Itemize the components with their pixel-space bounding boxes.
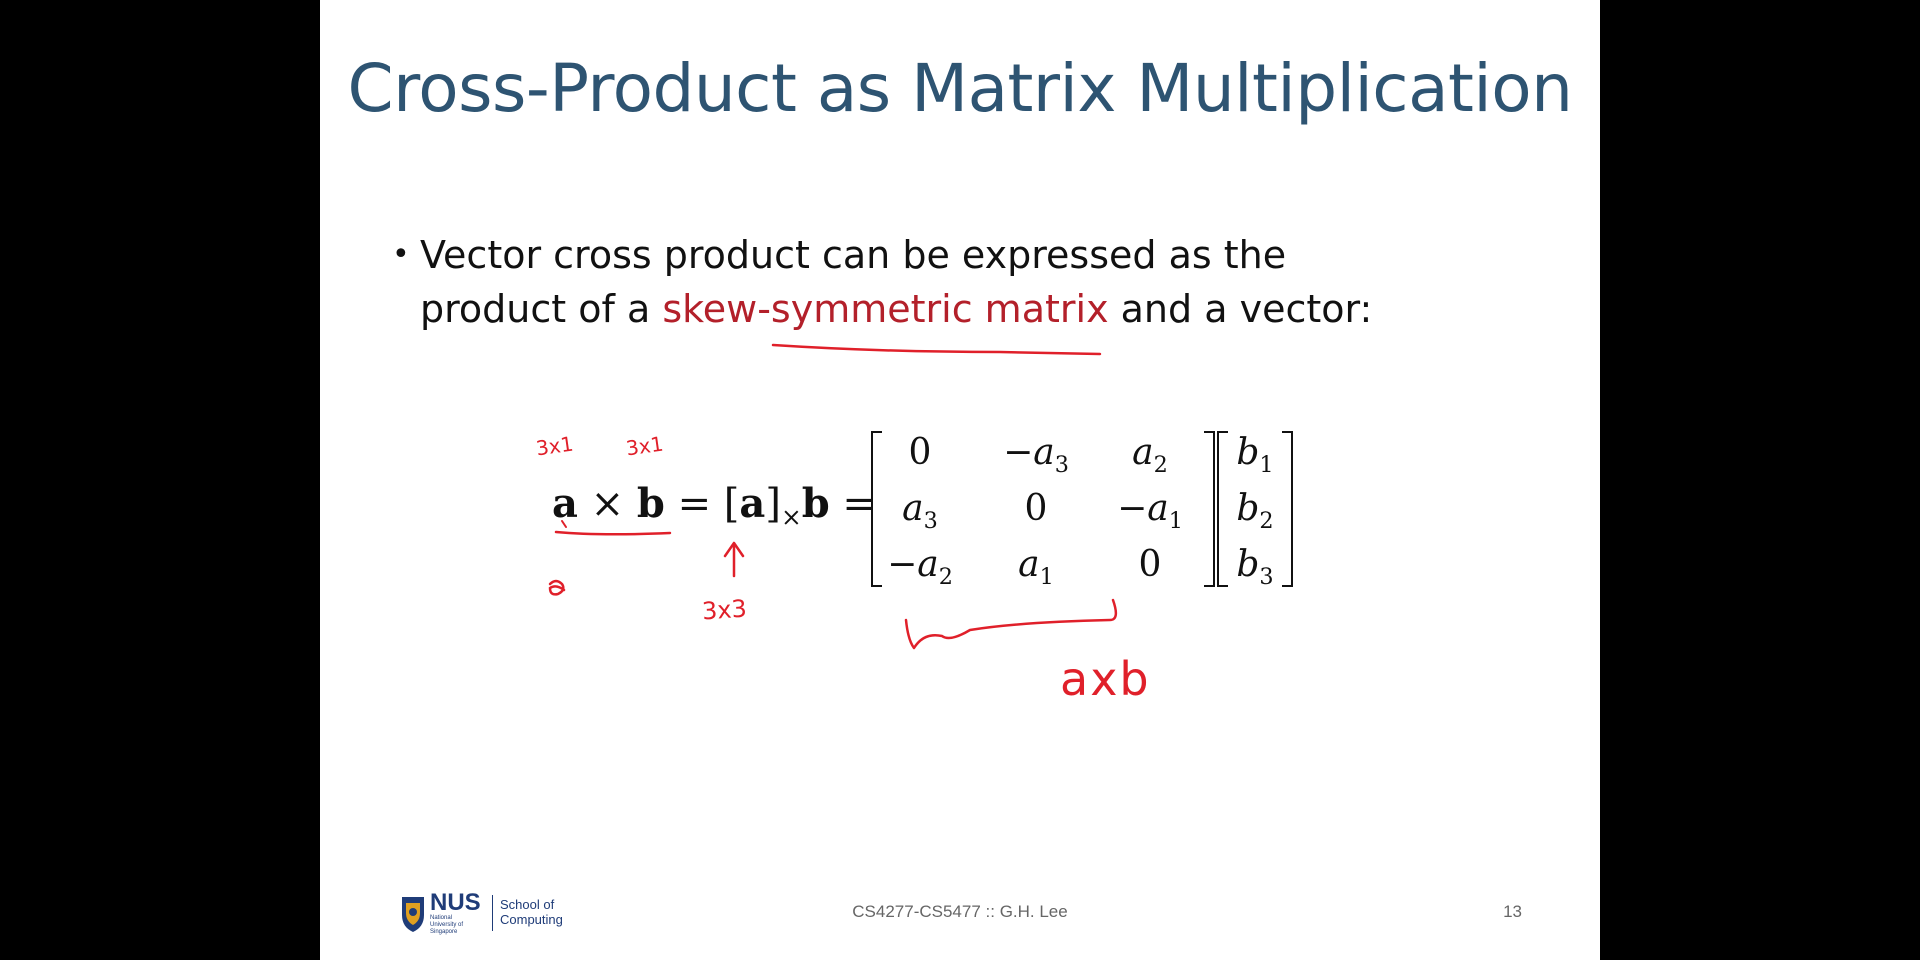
- vector-a: a: [552, 480, 578, 527]
- logo-wordmark: NUS: [430, 889, 481, 916]
- bullet-text-pre: product of a: [420, 287, 663, 331]
- logo-school-name: School of Computing: [500, 897, 563, 927]
- bullet-dot-icon: •: [392, 237, 410, 272]
- bracket-close: ]: [765, 481, 781, 527]
- matrix-cell-3-1: $-a_2$: [887, 544, 953, 590]
- ink-strokes: [320, 0, 1600, 960]
- equals-symbol-1: =: [677, 481, 712, 527]
- logo-university-name: National University of Singapore: [430, 915, 464, 935]
- annotation-dim-skew: 3x3: [701, 594, 748, 626]
- matrix-cell-1-2: $-a_3$: [1003, 432, 1069, 478]
- vector-cell-1: $b_1$: [1236, 432, 1274, 478]
- matrix-cell-2-3: $-a_1$: [1117, 488, 1183, 534]
- vector-b: b: [636, 480, 665, 527]
- skew-vector-b: b: [801, 480, 830, 527]
- annotation-dim-b: 3x1: [624, 431, 665, 461]
- matrix-cell-2-1: $a_3$: [902, 488, 938, 534]
- equals-symbol-2: =: [842, 481, 876, 527]
- skew-vector-a: a: [739, 480, 766, 527]
- times-symbol: ×: [590, 481, 625, 527]
- highlight-term: skew-symmetric matrix: [662, 287, 1109, 331]
- page-number: 13: [1503, 902, 1522, 921]
- matrix-cell-1-1: 0: [908, 432, 932, 473]
- matrix-cell-1-3: $a_2$: [1132, 432, 1168, 478]
- bullet-text-post: and a vector:: [1108, 287, 1373, 331]
- matrix-cell-3-3: 0: [1138, 544, 1162, 585]
- footer-course: CS4277-CS5477 :: G.H. Lee: [852, 902, 1068, 921]
- annotation-result: axb: [1060, 652, 1151, 706]
- vector-cell-2: $b_2$: [1236, 488, 1274, 534]
- skew-subscript: ×: [780, 502, 802, 532]
- annotation-dim-a: 3x1: [534, 431, 575, 461]
- vector-cell-3: $b_3$: [1236, 544, 1274, 590]
- slide: [320, 0, 1600, 960]
- bullet-line-1: Vector cross product can be expressed as the: [420, 233, 1287, 277]
- matrix-cell-3-2: $a_1$: [1018, 544, 1054, 590]
- bracket-open: [: [723, 481, 740, 527]
- matrix-cell-2-2: 0: [1024, 488, 1048, 529]
- slide-title: Cross-Product as Matrix Multiplication: [347, 50, 1573, 127]
